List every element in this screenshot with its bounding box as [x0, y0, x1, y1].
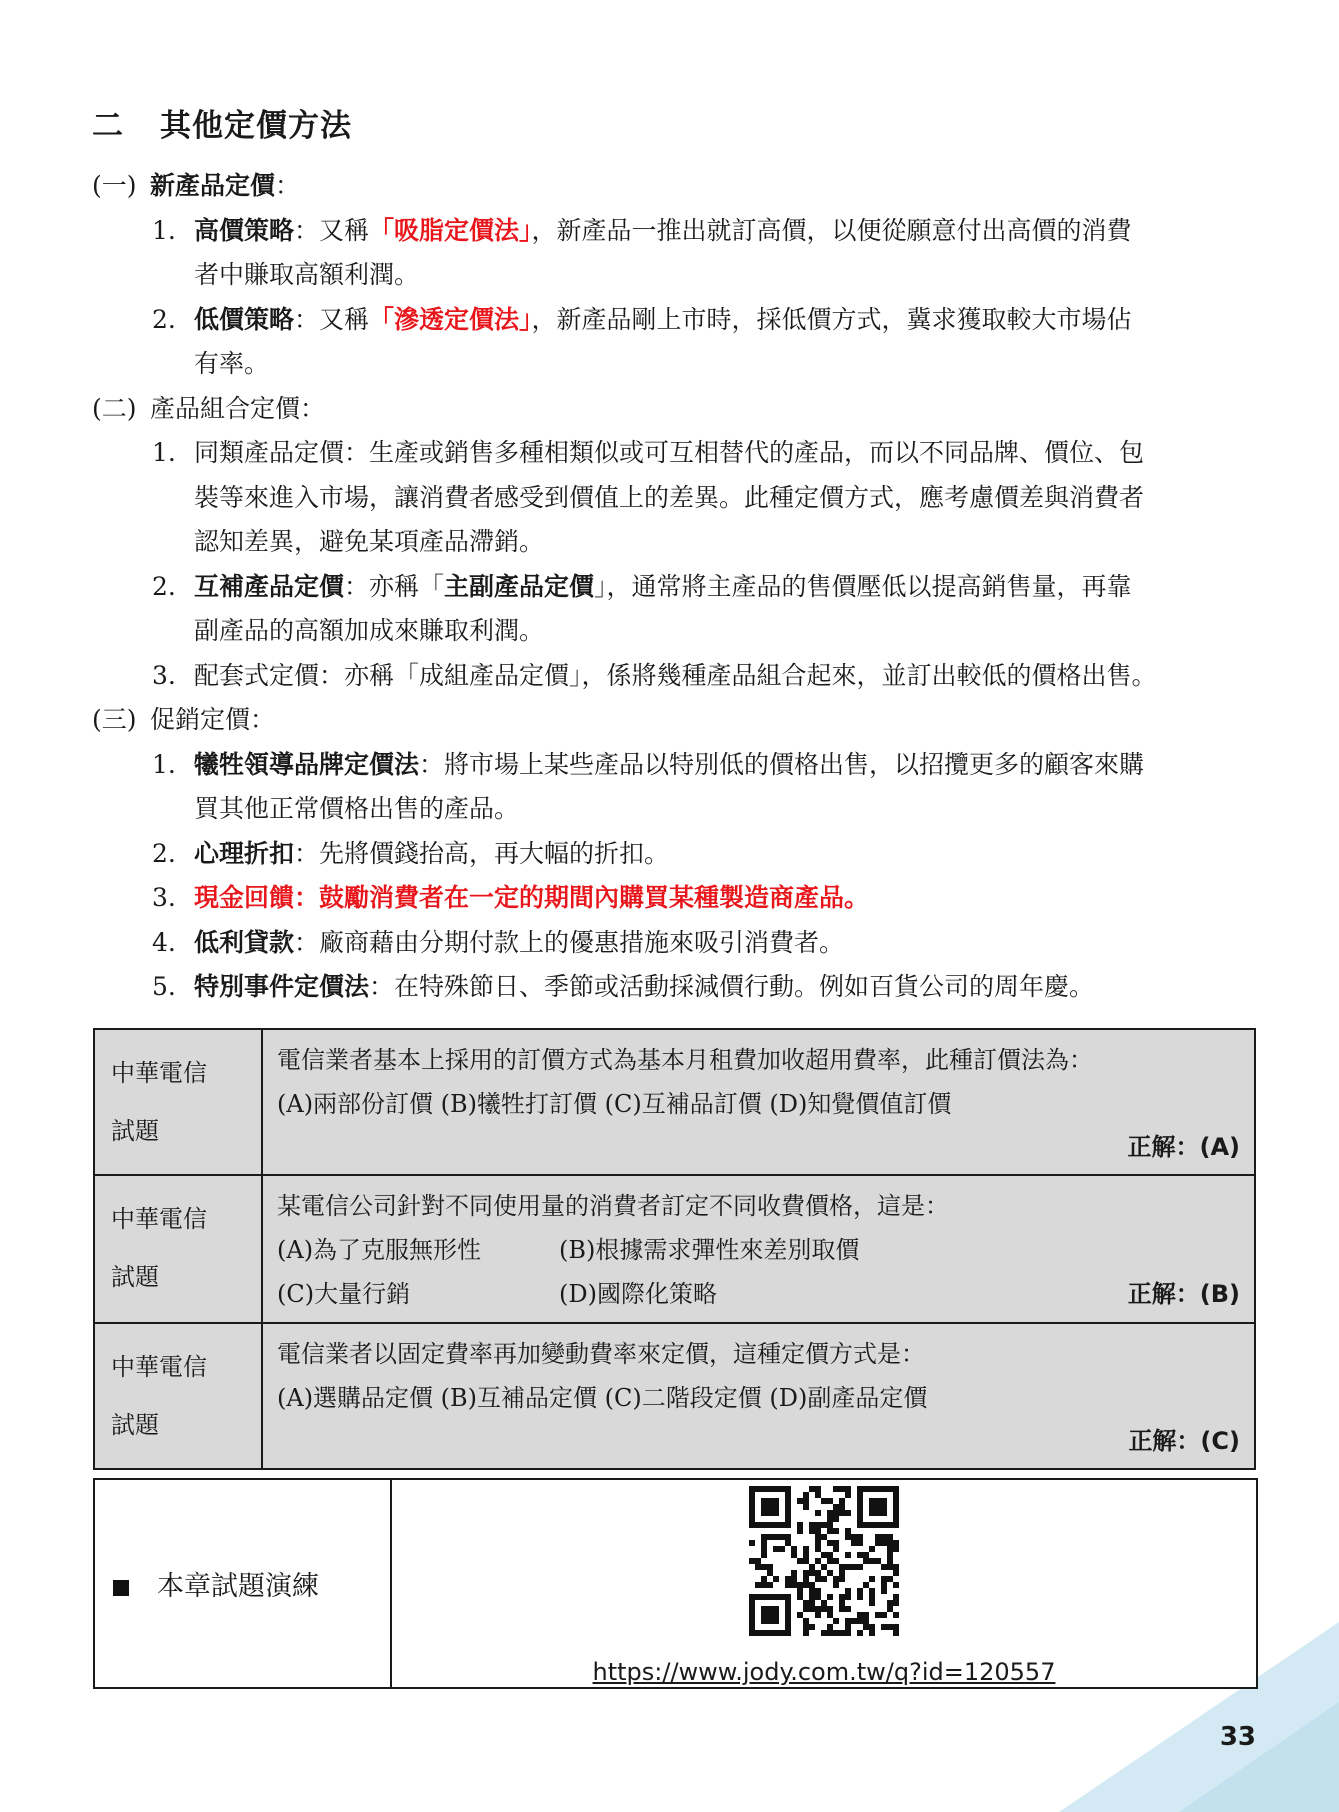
list-item: 2. 互補產品定價：亦稱「主副產品定價」，通常將主產品的售價壓低以提高銷售量，再靠	[152, 571, 1132, 601]
answer-label: 正解：(B)	[1127, 1280, 1240, 1308]
list-item: 2. 心理折扣：先將價錢抬高，再大幅的折扣。	[152, 838, 670, 868]
table-row	[94, 1323, 1255, 1469]
list-item: 1. 高價策略：又稱「吸脂定價法」，新產品一推出就訂高價，以便從願意付出高價的消費	[152, 215, 1132, 245]
list-item: 3. 配套式定價：亦稱「成組產品定價」，係將幾種產品組合起來，並訂出較低的價格出售。	[152, 660, 1157, 690]
section-promotion: (三) 促銷定價：	[92, 705, 276, 734]
question-options: (A)兩部份訂價 (B)犧牲打訂價 (C)互補品訂價 (D)知覺價值訂價	[277, 1090, 952, 1118]
content-body	[92, 164, 1252, 1010]
question-text: 某電信公司針對不同使用量的消費者訂定不同收費價格，這是：	[277, 1192, 949, 1220]
list-item: 4. 低利貸款：廠商藉由分期付款上的優惠措施來吸引消費者。	[152, 927, 845, 957]
list-item: 3. 現金回饋：鼓勵消費者在一定的期間內購買某種製造商產品。	[152, 883, 870, 912]
page-number: 33	[1219, 1722, 1256, 1752]
list-item-continued: 認知差異，避免某項產品滯銷。	[194, 527, 545, 556]
question-text: 電信業者以固定費率再加變動費率來定價，這種定價方式是：	[277, 1340, 925, 1368]
question-source: 中華電信 試題	[94, 1323, 262, 1469]
heading-number: 二	[92, 108, 124, 144]
qr-cell	[391, 1479, 1257, 1688]
question-source: 中華電信 試題	[94, 1029, 262, 1175]
section-product-mix: (二) 產品組合定價：	[92, 393, 326, 423]
practice-label: 本章試題演練	[157, 1571, 319, 1602]
table-row	[94, 1175, 1255, 1323]
question-cell	[262, 1323, 1255, 1469]
list-item-continued: 者中賺取高額利潤。	[194, 260, 420, 289]
question-options: (A)選購品定價 (B)互補品定價 (C)二階段定價 (D)副產品定價	[277, 1384, 928, 1412]
question-options: (A)為了克服無形性 (B)根據需求彈性來差別取價	[277, 1236, 860, 1264]
square-bullet-icon	[113, 1580, 129, 1596]
list-item: 5. 特別事件定價法：在特殊節日、季節或活動採減價行動。例如百貨公司的周年慶。	[152, 972, 1095, 1001]
table-row	[94, 1479, 1257, 1688]
answer-label: 正解：(A)	[1127, 1133, 1240, 1161]
practice-box	[93, 1478, 1258, 1689]
question-options: (C)大量行銷 (D)國際化策略 正解：(B)	[277, 1272, 1240, 1316]
section-new-product: (一) 新產品定價：	[92, 171, 301, 200]
question-cell	[262, 1175, 1255, 1323]
exam-questions-table	[93, 1028, 1256, 1470]
list-item: 1. 同類產品定價：生產或銷售多種相類似或可互相替代的產品，而以不同品牌、價位、包	[152, 438, 1145, 467]
section-heading	[92, 100, 352, 145]
practice-url-link[interactable]: https://www.jody.com.tw/q?id=120557	[592, 1658, 1056, 1686]
list-item-continued: 裝等來進入市場，讓消費者感受到價值上的差異。此種定價方式，應考慮價差與消費者	[194, 482, 1145, 512]
heading-text: 其他定價方法	[160, 108, 352, 144]
question-text: 電信業者基本上採用的訂價方式為基本月租費加收超用費率，此種訂價法為：	[277, 1046, 1093, 1074]
question-source: 中華電信 試題	[94, 1175, 262, 1323]
list-item: 1. 犧牲領導品牌定價法：將市場上某些產品以特別低的價格出售，以招攬更多的顧客來購	[152, 749, 1145, 779]
list-item-continued: 副產品的高額加成來賺取利潤。	[194, 616, 545, 645]
table-row	[94, 1029, 1255, 1175]
qr-code-icon[interactable]	[749, 1486, 899, 1636]
list-item-continued: 買其他正常價格出售的產品。	[194, 794, 520, 823]
list-item-continued: 有率。	[194, 349, 270, 378]
list-item: 2. 低價策略：又稱「滲透定價法」，新產品剛上市時，採低價方式，冀求獲取較大市場佔	[152, 304, 1132, 334]
answer-label: 正解：(C)	[1128, 1427, 1240, 1455]
question-cell	[262, 1029, 1255, 1175]
practice-label-cell	[94, 1479, 391, 1688]
